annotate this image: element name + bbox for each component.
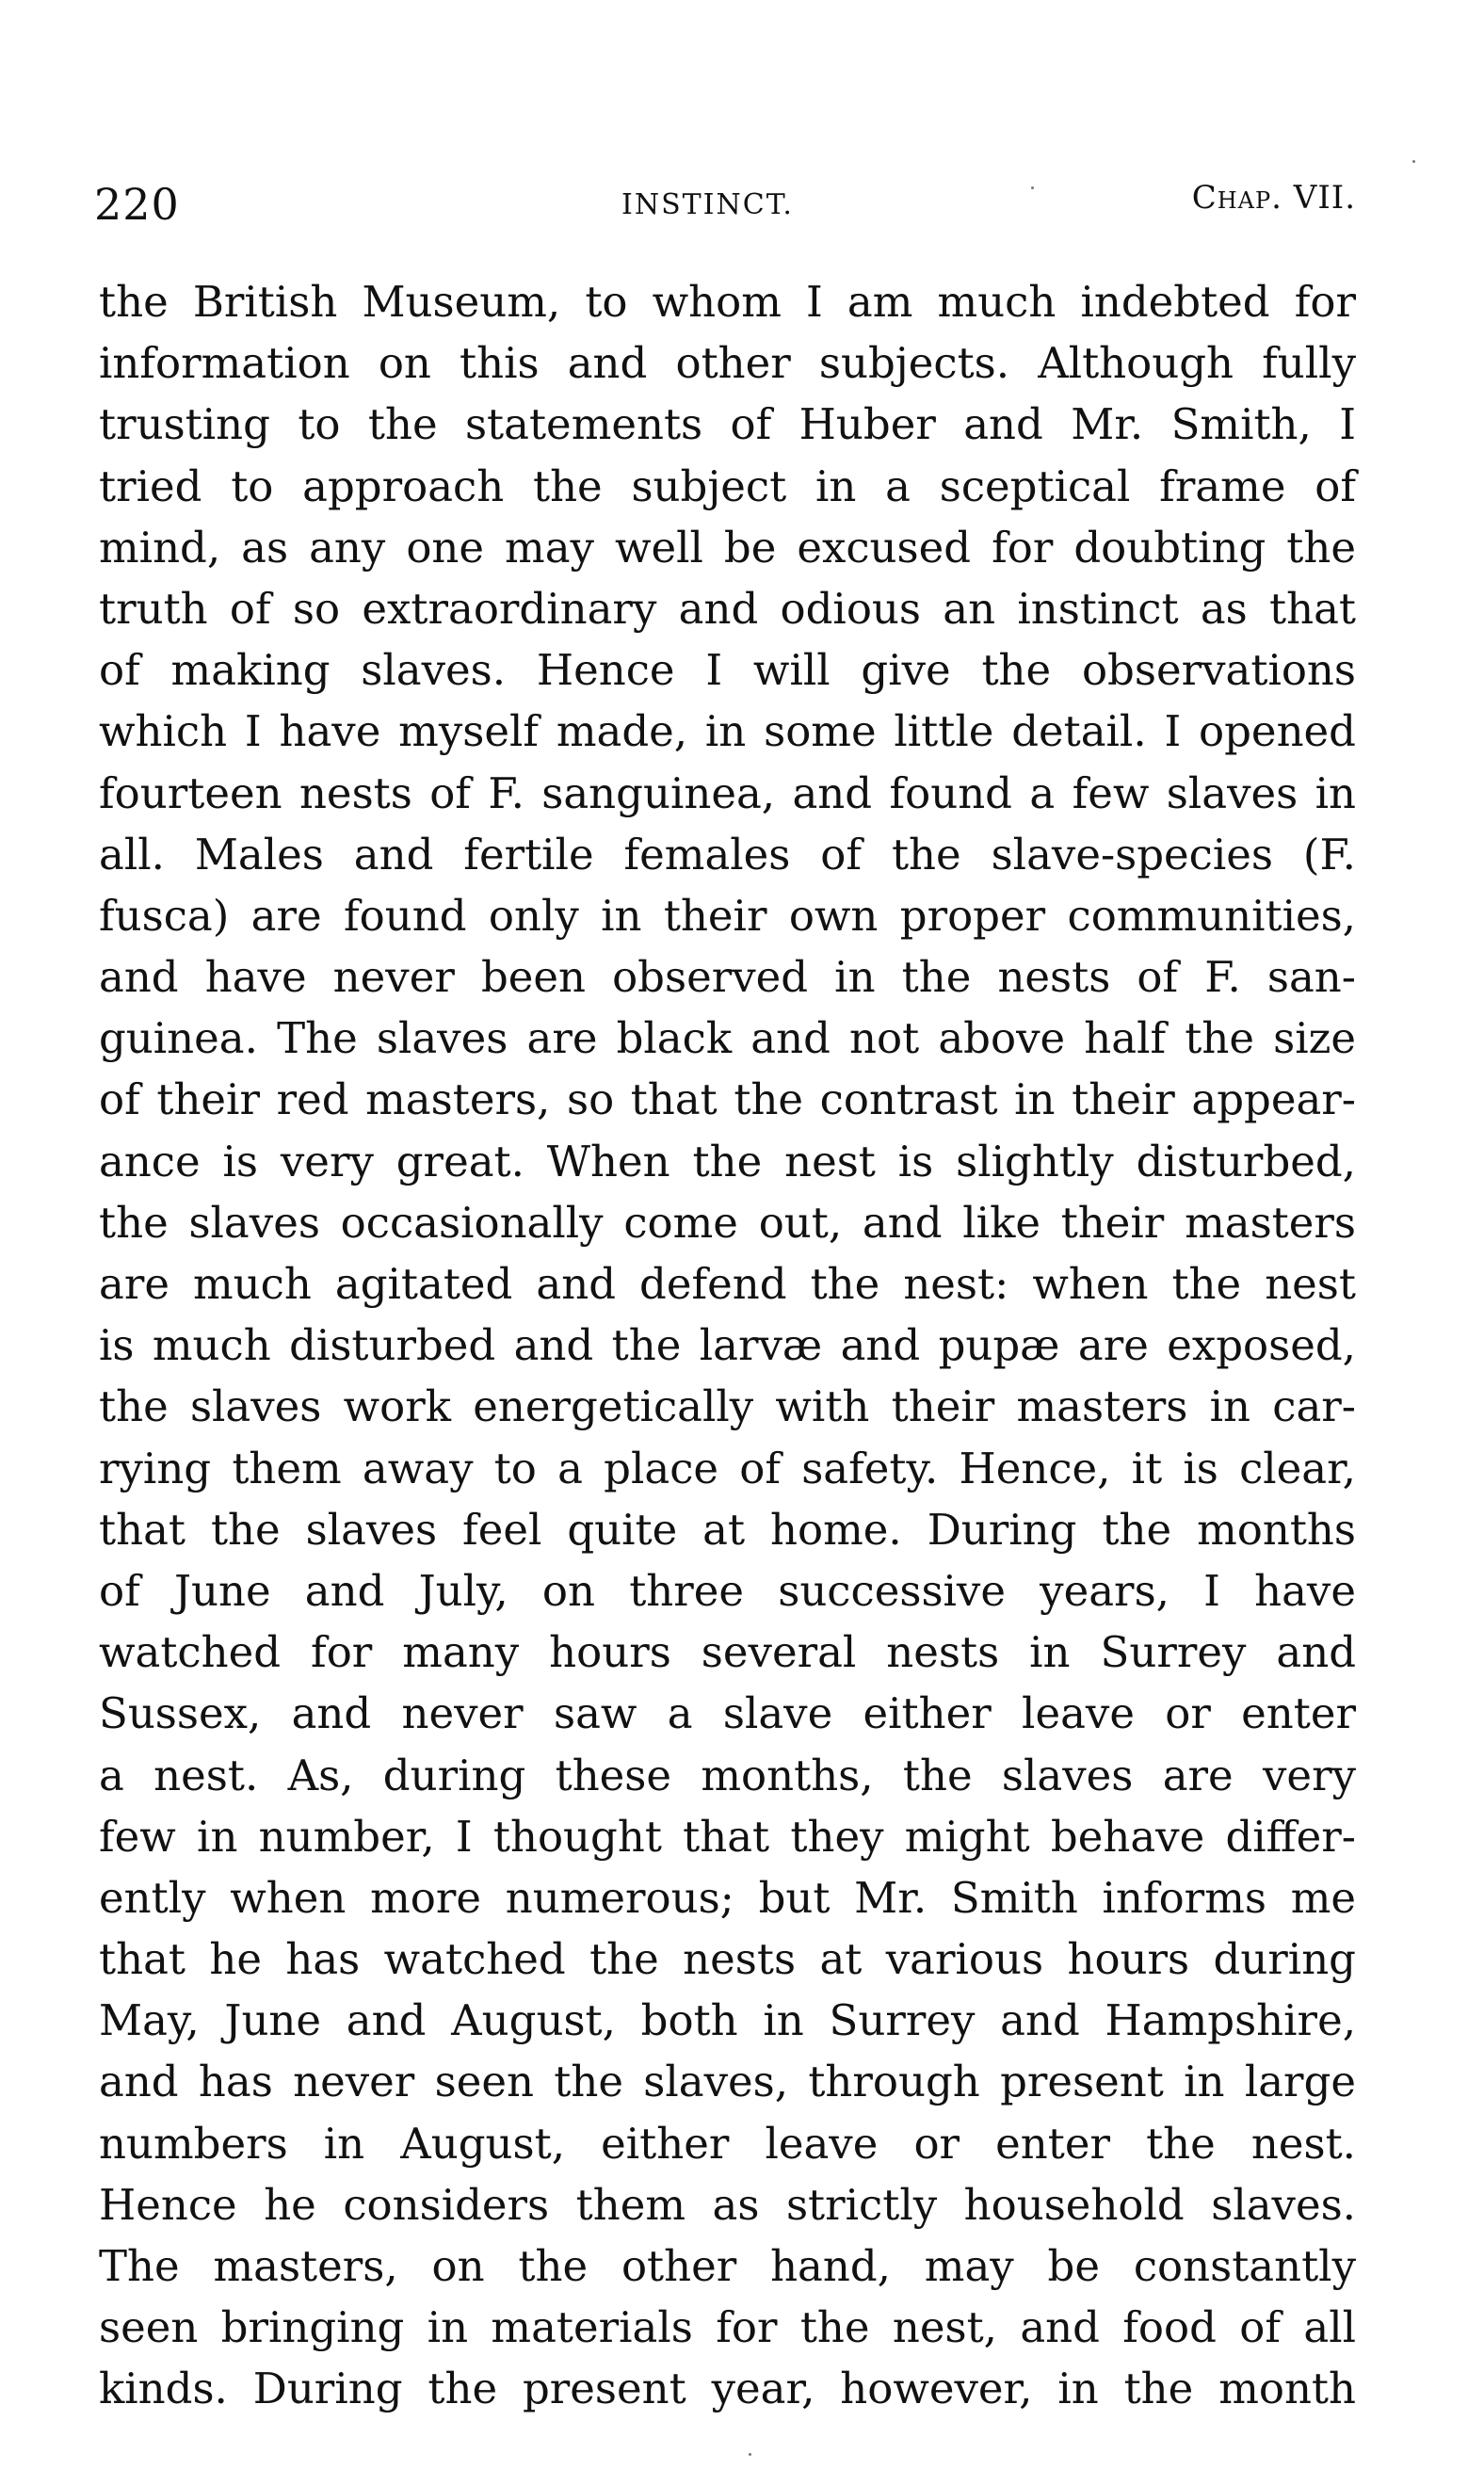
body-text — [99, 271, 1356, 2420]
text-line: numbers in August, either leave or enter the nest. — [99, 2118, 1356, 2169]
paper-speck — [1031, 186, 1034, 189]
text-line: of making slaves. Hence I will give the observations — [99, 645, 1356, 696]
text-line: a nest. As, during these months, the slaves are very — [99, 1750, 1356, 1800]
text-line: fourteen nests of F. sanguinea, and found a few slaves in — [99, 767, 1356, 818]
text-line: and has never seen the slaves, through present in large — [99, 2057, 1356, 2107]
text-line: ently when more numerous; but Mr. Smith informs me — [99, 1872, 1356, 1923]
text-line: The masters, on the other hand, may be constantly — [99, 2241, 1356, 2291]
text-line: all. Males and fertile females of the slave-species (F. — [99, 829, 1356, 879]
text-line: guinea. The slaves are black and not above half the size — [99, 1013, 1356, 1064]
text-line: few in number, I thought that they might behave differ- — [99, 1811, 1356, 1862]
text-line: Sussex, and never saw a slave either leave or enter — [99, 1688, 1356, 1739]
text-line: the slaves work energetically with their masters in car- — [99, 1381, 1356, 1432]
text-line: fusca) are found only in their own proper communities, — [99, 890, 1356, 941]
page-number: 220 — [94, 179, 180, 230]
text-line: is much disturbed and the larvæ and pupæ are exposed, — [99, 1320, 1356, 1371]
text-line: Hence he considers them as strictly household slaves. — [99, 2179, 1356, 2230]
text-line: which I have myself made, in some little detail. I opened — [99, 706, 1356, 757]
text-line: the slaves occasionally come out, and like their masters — [99, 1197, 1356, 1248]
text-line: watched for many hours several nests in Surrey and — [99, 1627, 1356, 1678]
running-title: INSTINCT. — [621, 188, 794, 221]
text-line: information on this and other subjects. Although fully — [99, 338, 1356, 389]
chapter-label: Chap. VII. — [1191, 179, 1356, 217]
text-line: May, June and August, both in Surrey and Hampshire, — [99, 1995, 1356, 2046]
text-line: mind, as any one may well be excused for doubting the — [99, 522, 1356, 573]
text-line: that he has watched the nests at various hours during — [99, 1934, 1356, 1985]
paper-speck — [749, 2453, 751, 2456]
text-line: of June and July, on three successive years, I have — [99, 1565, 1356, 1616]
text-line: kinds. During the present year, however, in the month — [99, 2364, 1356, 2414]
text-line: of their red masters, so that the contrast in their appear- — [99, 1074, 1356, 1125]
paper-speck — [1412, 160, 1415, 163]
text-line: trusting to the statements of Huber and Mr. Smith, I — [99, 399, 1356, 450]
text-line: tried to approach the subject in a sceptical frame of — [99, 460, 1356, 511]
text-line: ance is very great. When the nest is slightly disturbed, — [99, 1136, 1356, 1186]
text-line: truth of so extraordinary and odious an instinct as that — [99, 583, 1356, 634]
text-line: seen bringing in materials for the nest, and food of all — [99, 2302, 1356, 2353]
text-line: that the slaves feel quite at home. During the months — [99, 1504, 1356, 1555]
text-line: rying them away to a place of safety. Hence, it is clear, — [99, 1443, 1356, 1493]
page-header — [94, 179, 1356, 235]
text-line: and have never been observed in the nests of F. san- — [99, 952, 1356, 1003]
text-line: the British Museum, to whom I am much indebted for — [99, 277, 1356, 327]
text-line: are much agitated and defend the nest: when the nest — [99, 1259, 1356, 1309]
